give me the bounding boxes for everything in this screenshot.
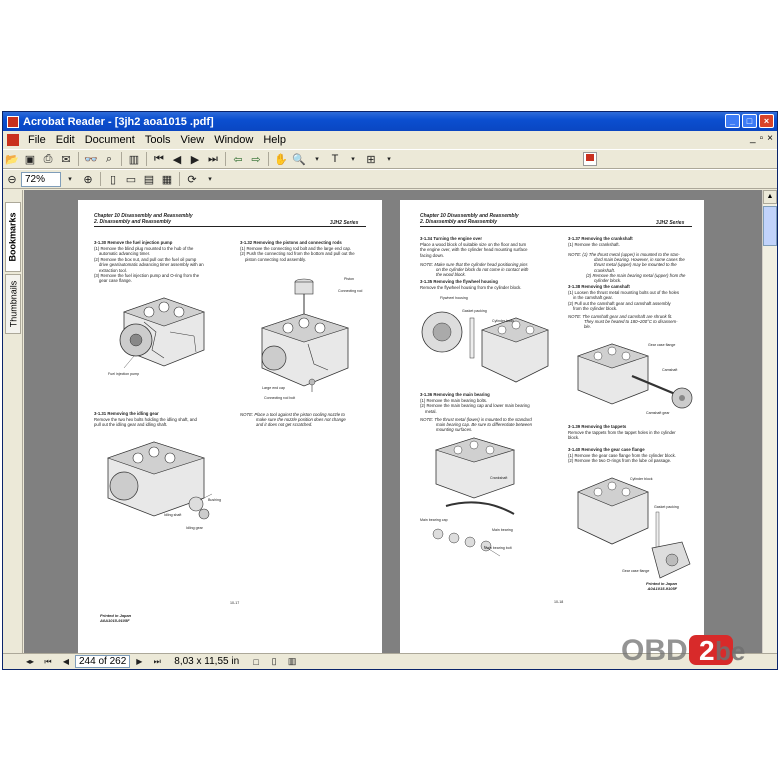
navigation-pane-icon[interactable]: ▥ bbox=[128, 153, 140, 166]
status-options-icon[interactable]: ◂▸ bbox=[25, 657, 35, 666]
minimize-button[interactable]: _ bbox=[725, 114, 740, 128]
note-text: NOTE: (1) The thrust metal (upper) is mounted to the stan- dard main bearing. However, in some cases the thrust metal (upper) may be mounted to the crankshaft. (2) Remove the main bearing metal (upper) from the cylinder block. bbox=[568, 252, 686, 284]
page-size-label: 8,03 x 11,55 in bbox=[174, 656, 240, 667]
title-bar bbox=[3, 112, 777, 131]
note-text: NOTE: Place a tool against the piston cooling nozzle to make sure the nozzle position does not change and it does not get scratched. bbox=[240, 412, 346, 428]
chapter-heading: Chapter 10 Disassembly and Reassembly bbox=[94, 213, 193, 219]
section-title: 3-1.37 Removing the crankshaft bbox=[568, 236, 633, 241]
section-title: 3-1.31 Removing the idling gear bbox=[94, 411, 159, 416]
obd2be-watermark bbox=[619, 628, 774, 670]
diagram-label: Gear case flange bbox=[622, 569, 650, 573]
zoom-dropdown-icon[interactable]: ▾ bbox=[68, 176, 72, 183]
tab-bookmarks[interactable] bbox=[5, 202, 21, 272]
continuous-facing-icon[interactable]: ▥ bbox=[287, 656, 297, 666]
previous-page-icon[interactable]: ◀ bbox=[62, 657, 70, 666]
dropdown-arrow-icon[interactable]: ▾ bbox=[351, 156, 355, 163]
toolbar-separator bbox=[268, 152, 269, 166]
section-title: 3-1.36 Removing the main bearing bbox=[420, 392, 490, 397]
section-body: (1) Remove the gear case flange from the cylinder block. (2) Remove the two O-rings from the lube oil passage. bbox=[568, 453, 676, 464]
menu-edit[interactable]: Edit bbox=[55, 134, 75, 146]
section-body: (1) Remove the main bearing bolts. (2) Remove the main bearing cap and lower main bearing metal. bbox=[420, 398, 530, 414]
doc-minimize-icon[interactable]: _ bbox=[750, 133, 756, 144]
diagram-label: Flywheel housing bbox=[440, 296, 468, 300]
go-back-icon[interactable]: ⇦ bbox=[233, 153, 243, 166]
doc-close-icon[interactable]: × bbox=[767, 133, 773, 144]
tab-bookmarks-label: Bookmarks bbox=[8, 212, 18, 262]
header-rule bbox=[94, 226, 366, 227]
diagram-label: Crankshaft bbox=[490, 476, 508, 480]
diagram-label: Idling gear bbox=[186, 526, 203, 530]
dropdown-arrow-icon[interactable]: ▾ bbox=[387, 156, 391, 163]
section-body: (1) Loosen the thrust metal mounting bolts out of the holes in the camshaft gear. (2) Pull out the camshaft gear and camshaft assembly from the cylinder block. bbox=[568, 290, 680, 312]
section-heading: 2. Disassembly and Reassembly bbox=[94, 219, 171, 225]
acrobat-app-icon bbox=[7, 116, 19, 128]
watermark-be-text: be bbox=[715, 636, 746, 666]
note-text: NOTE: Make sure that the cylinder head positioning pins on the cylinder block do not come in contact with the wood block. bbox=[420, 262, 529, 278]
section-title: 3-1.32 Removing the pistons and connecting rods bbox=[240, 240, 342, 245]
last-page-icon[interactable]: ⏭ bbox=[208, 152, 218, 165]
section-title: 3-1.34 Turning the engine over bbox=[420, 236, 482, 241]
diagram-label: Fuel injection pump bbox=[108, 372, 140, 376]
menu-help[interactable]: Help bbox=[263, 134, 286, 146]
section-body: (1) Remove the connecting rod bolt and the large end cap. (2) Push the connecting rod from the bottom and pull out the piston connecting rod assembly. bbox=[240, 246, 355, 262]
engine-illustration bbox=[100, 432, 220, 528]
note-text: NOTE: The thrust metal (lower) is mounted to the standard main bearing cap. Be sure to differentiate between mounting surfaces. bbox=[420, 417, 533, 433]
zoom-tool-icon[interactable]: 🔍 bbox=[292, 153, 306, 166]
next-page-icon[interactable]: ▶ bbox=[136, 657, 143, 666]
watermark-obd-text: OBD bbox=[621, 634, 688, 667]
dropdown-arrow-icon[interactable]: ▾ bbox=[315, 156, 319, 163]
engine-illustration bbox=[104, 292, 208, 372]
acrobat-window bbox=[2, 111, 778, 670]
section-body: Remove the flywheel housing from the cylinder block. bbox=[420, 285, 522, 290]
section-body: Place a wood block of suitable size on the floor and turn the engine over, with the cylinder head mounting surface facing down. bbox=[420, 242, 528, 258]
zoom-out-icon[interactable]: ⊖ bbox=[7, 173, 17, 186]
save-icon[interactable]: ▣ bbox=[24, 153, 36, 166]
fit-width-icon[interactable]: ▤ bbox=[143, 173, 155, 186]
next-page-icon[interactable]: ▶ bbox=[190, 153, 200, 166]
page-footer: Printed in Japan A0A1015-9105F bbox=[100, 613, 132, 623]
engine-illustration bbox=[572, 468, 694, 582]
menu-view[interactable]: View bbox=[180, 134, 205, 146]
tab-thumbnails-label: Thumbnails bbox=[8, 280, 18, 328]
go-forward-icon[interactable]: ⇨ bbox=[251, 153, 261, 166]
diagram-label: Camshaft gear bbox=[646, 411, 670, 415]
section-title: 3-1.39 Removing the tappets bbox=[568, 424, 627, 429]
adobe-logo[interactable] bbox=[583, 152, 597, 166]
menu-document[interactable]: Document bbox=[84, 134, 135, 146]
find-icon[interactable]: 👓 bbox=[84, 153, 98, 166]
page-number: 10-17 bbox=[230, 601, 240, 605]
close-button[interactable]: × bbox=[759, 114, 774, 128]
toolbar-separator bbox=[78, 152, 79, 166]
last-page-icon[interactable]: ⏭ bbox=[153, 656, 161, 666]
zoom-input[interactable]: 72% bbox=[21, 172, 61, 187]
section-title: 3-1.38 Removing the camshaft bbox=[568, 284, 630, 289]
section-body: (1) Remove the crankshaft. bbox=[568, 242, 620, 247]
fit-page-icon[interactable]: ▭ bbox=[125, 173, 137, 186]
header-rule bbox=[420, 226, 692, 227]
engine-illustration bbox=[422, 434, 552, 564]
pdf-page-left bbox=[78, 200, 382, 653]
continuous-icon[interactable]: ▯ bbox=[271, 656, 277, 666]
diagram-label: Camshaft bbox=[662, 368, 678, 372]
diagram-label: Main bearing bbox=[492, 528, 513, 532]
diagram-label: Gasket packing bbox=[654, 505, 679, 509]
document-area[interactable] bbox=[24, 190, 762, 653]
menu-file[interactable]: File bbox=[28, 134, 46, 146]
series-label: 3JH2 Series bbox=[656, 220, 685, 226]
diagram-label: Large end cap bbox=[262, 386, 285, 390]
diagram-label: Piston bbox=[344, 277, 354, 281]
section-title: 3-1.30 Remove the fuel injection pump bbox=[94, 240, 173, 245]
diagram-label: Connecting rod bolt bbox=[264, 396, 296, 400]
zoom-in-icon[interactable]: ⊕ bbox=[83, 173, 93, 186]
menu-bar bbox=[3, 131, 777, 149]
text-select-icon[interactable]: T bbox=[331, 153, 339, 165]
toolbar-separator bbox=[121, 152, 122, 166]
note-text: NOTE: The camshaft gear and camshaft are shrunk fit. They must be heated to 180~200°C to disassem- ble. bbox=[568, 314, 678, 330]
search-icon[interactable]: ⌕ bbox=[105, 152, 113, 165]
toolbar-separator bbox=[146, 152, 147, 166]
engine-illustration bbox=[572, 332, 696, 420]
hand-tool-icon[interactable]: ✋ bbox=[274, 153, 288, 166]
rotate-view-icon[interactable]: ⟳ bbox=[187, 173, 197, 186]
section-body: (1) Remove the blind plug mounted to the hub of the automatic advancing timer. (2) Remove the box nut, and pull out the fuel oil pump drive gear/automatic advancing timer assembly with an extraction tool. (3) Remove the fuel injection pump and O-ring from the gear case flange. bbox=[94, 246, 204, 284]
series-label: 3JH2 Series bbox=[330, 220, 359, 226]
page-number-field[interactable]: 244 of 262 bbox=[75, 655, 130, 668]
main-toolbar bbox=[3, 149, 777, 169]
maximize-button[interactable]: □ bbox=[742, 114, 757, 128]
zoom-toolbar bbox=[3, 169, 777, 189]
diagram-label: Main bearing cap bbox=[420, 518, 448, 522]
open-icon[interactable]: 📂 bbox=[5, 153, 19, 166]
toolbar-separator bbox=[179, 172, 180, 186]
watermark-two-text: 2 bbox=[699, 635, 715, 666]
diagram-label: Main bearing bolt bbox=[484, 546, 512, 550]
fit-visible-icon[interactable]: ▦ bbox=[161, 173, 173, 186]
diagram-label: Gasket packing bbox=[462, 309, 487, 313]
email-icon[interactable]: ✉ bbox=[61, 153, 71, 166]
diagram-label: Connecting rod bbox=[338, 289, 363, 293]
first-page-icon[interactable]: ⏮ bbox=[44, 656, 52, 666]
adobe-logo-mark bbox=[586, 154, 594, 161]
diagram-label: Idling shaft bbox=[164, 513, 182, 517]
pdf-page-right bbox=[400, 200, 704, 653]
actual-size-icon[interactable]: ▯ bbox=[109, 173, 117, 186]
toolbar-separator bbox=[225, 152, 226, 166]
diagram-label: Bushing bbox=[208, 498, 221, 502]
chapter-heading: Chapter 10 Disassembly and Reassembly bbox=[420, 213, 519, 219]
scroll-up-icon[interactable]: ▲ bbox=[763, 190, 777, 204]
diagram-label: Cylinder block bbox=[630, 477, 653, 481]
window-title: Acrobat Reader - [3jh2 aoa1015 .pdf] bbox=[23, 115, 214, 128]
dropdown-arrow-icon[interactable]: ▾ bbox=[208, 176, 212, 183]
print-icon[interactable]: ⎙ bbox=[43, 152, 53, 165]
diagram-label: Cylinder body bbox=[492, 319, 514, 323]
document-icon[interactable] bbox=[7, 134, 19, 146]
section-body: Remove the tappets from the tappet holes in the cylinder block. bbox=[568, 430, 676, 441]
column-select-icon[interactable]: ⊞ bbox=[366, 153, 376, 166]
section-body: Remove the two hex bolts holding the idling shaft, and pull out the idling gear and idling shaft. bbox=[94, 417, 197, 428]
single-page-icon[interactable]: □ bbox=[253, 656, 259, 667]
section-title: 3-1.40 Removing the gear case flange bbox=[568, 447, 645, 452]
tab-thumbnails[interactable] bbox=[5, 274, 21, 334]
doc-restore-icon[interactable]: ▫ bbox=[759, 133, 764, 144]
menu-window[interactable]: Window bbox=[214, 134, 254, 146]
vertical-scrollbar[interactable] bbox=[762, 190, 777, 653]
previous-page-icon[interactable]: ◀ bbox=[172, 153, 182, 166]
page-footer: Printed in Japan A0A1015-9105F bbox=[646, 581, 678, 591]
section-heading: 2. Disassembly and Reassembly bbox=[420, 219, 497, 225]
menu-tools[interactable]: Tools bbox=[144, 134, 171, 146]
scroll-thumb[interactable] bbox=[763, 206, 777, 246]
diagram-label: Gear case flange bbox=[648, 343, 676, 347]
section-title: 3-1.35 Removing the flywheel housing bbox=[420, 279, 498, 284]
toolbar-separator bbox=[100, 172, 101, 186]
page-number: 10-18 bbox=[554, 600, 564, 604]
navigation-tabs bbox=[3, 190, 23, 653]
first-page-icon[interactable]: ⏮ bbox=[154, 152, 164, 165]
